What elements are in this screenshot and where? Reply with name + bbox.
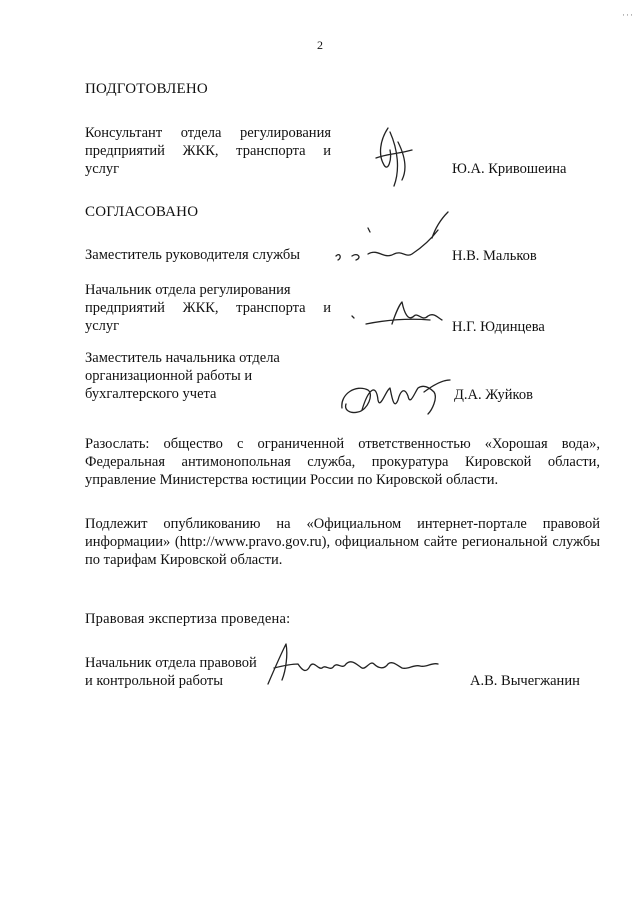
signer-position xyxy=(85,281,331,335)
vychegzhanin-signature xyxy=(262,640,442,690)
agreed-heading: СОГЛАСОВАНО xyxy=(85,204,199,220)
signer-position-line: предприятий ЖКК, транспорта и xyxy=(85,300,331,316)
signer-position xyxy=(85,246,315,264)
signer-position-line: Заместитель начальника отдела xyxy=(85,350,280,366)
page-number: 2 xyxy=(317,38,323,52)
signer-position-line: организационной работы и xyxy=(85,368,253,384)
legal-review-position-line: и контрольной работы xyxy=(85,673,223,689)
legal-review-position xyxy=(85,654,285,690)
prepared-heading: ПОДГОТОВЛЕНО xyxy=(85,81,208,97)
distribution-paragraph: Разослать: общество с ограниченной ответственностью «Хорошая вода», Федеральная антимонопольная служба, прокуратура Кировской области, управление Министерства юстиции России по Кировской области. xyxy=(85,436,600,488)
prepared-position xyxy=(85,124,331,178)
signer-position-line: бухгалтерского учета xyxy=(85,386,217,402)
signer-name: Д.А. Жуйков xyxy=(454,387,533,403)
yudintseva-signature xyxy=(352,298,452,334)
prepared-position-line: предприятий ЖКК, транспорта и xyxy=(85,143,331,159)
signer-position-line: услуг xyxy=(85,318,120,334)
prepared-position-line: Консультант отдела регулирования xyxy=(85,125,331,141)
legal-review-name: А.В. Вычегжанин xyxy=(470,673,580,689)
zhuikov-signature xyxy=(338,370,458,422)
legal-review-heading: Правовая экспертиза проведена: xyxy=(85,611,291,627)
malkov-signature xyxy=(332,208,452,268)
signer-position-line: Заместитель руководителя службы xyxy=(85,247,301,263)
prepared-signature xyxy=(370,120,420,190)
signer-position xyxy=(85,349,331,403)
signer-name: Н.Г. Юдинцева xyxy=(452,319,545,335)
publication-paragraph: Подлежит опубликованию на «Официальном интернет-портале правовой информации» (http://www.pravo.gov.ru), официальном сайте региональной службы по тарифам Кировской области. xyxy=(85,516,600,568)
prepared-position-line: услуг xyxy=(85,161,120,177)
signer-position-line: Начальник отдела регулирования xyxy=(85,282,291,298)
corner-mark: ··· xyxy=(622,10,634,20)
signer-name: Н.В. Мальков xyxy=(452,248,537,264)
prepared-name: Ю.А. Кривошеина xyxy=(452,161,567,177)
legal-review-position-line: Начальник отдела правовой xyxy=(85,655,257,671)
